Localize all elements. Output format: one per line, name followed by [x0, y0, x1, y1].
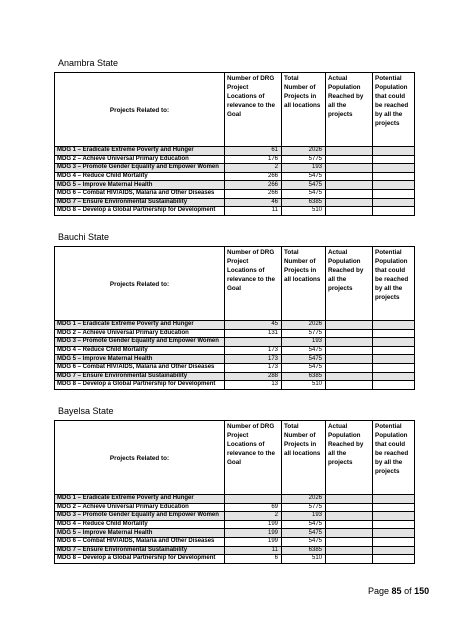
drg-locations-header: Number of DRG Project Locations of relevance to the Goal: [225, 421, 282, 495]
potential-population-cell: [373, 529, 415, 538]
drg-locations-cell: 11: [225, 207, 282, 216]
mdg-goal-cell: MDG 5 – Improve Maternal Health: [55, 529, 225, 538]
mdg-goal-cell: MDG 8 – Develop a Global Partnership for Development: [55, 207, 225, 216]
actual-population-cell: [326, 147, 373, 156]
total-projects-cell: 5775: [282, 329, 326, 338]
potential-population-cell: [373, 181, 415, 190]
drg-locations-cell: 11: [225, 546, 282, 555]
potential-population-cell: [373, 155, 415, 164]
actual-population-cell: [326, 155, 373, 164]
mdg-goal-cell: MDG 5 – Improve Maternal Health: [55, 355, 225, 364]
actual-population-cell: [326, 355, 373, 364]
page-number: 85: [391, 586, 402, 596]
potential-population-header: Potential Population that could be reached by all the projects: [373, 421, 415, 495]
page-total: 150: [414, 586, 430, 596]
potential-population-header: Potential Population that could be reached by all the projects: [373, 73, 415, 147]
drg-locations-cell: 173: [225, 355, 282, 364]
actual-population-cell: [326, 363, 373, 372]
potential-population-cell: [373, 198, 415, 207]
total-projects-header: Total Number of Projects in all locations: [282, 421, 326, 495]
potential-population-cell: [373, 172, 415, 181]
potential-population-cell: [373, 520, 415, 529]
potential-population-cell: [373, 164, 415, 173]
table-row: [55, 503, 415, 512]
mdg-goal-cell: MDG 2 – Achieve Universal Primary Education: [55, 155, 225, 164]
actual-population-cell: [326, 372, 373, 381]
total-projects-cell: 5775: [282, 503, 326, 512]
actual-population-header: Actual Population Reached by all the projects: [326, 73, 373, 147]
actual-population-cell: [326, 555, 373, 564]
table-row: [55, 537, 415, 546]
actual-population-cell: [326, 529, 373, 538]
potential-population-cell: [373, 207, 415, 216]
total-projects-cell: 193: [282, 512, 326, 521]
total-projects-header: Total Number of Projects in all locations: [282, 247, 326, 321]
total-projects-cell: 510: [282, 207, 326, 216]
actual-population-cell: [326, 503, 373, 512]
projects-related-header: Projects Related to:: [55, 73, 225, 147]
table-row: [55, 329, 415, 338]
actual-population-cell: [326, 181, 373, 190]
table-row: [55, 555, 415, 564]
anambra-section: [54, 58, 414, 216]
mdg-goal-cell: MDG 6 – Combat HIV/AIDS, Malaria and Other Diseases: [55, 363, 225, 372]
table-row: [55, 520, 415, 529]
mdg-goal-cell: MDG 6 – Combat HIV/AIDS, Malaria and Other Diseases: [55, 189, 225, 198]
table-row: [55, 546, 415, 555]
mdg-goal-cell: MDG 8 – Develop a Global Partnership for Development: [55, 555, 225, 564]
total-projects-cell: 2026: [282, 495, 326, 504]
potential-population-cell: [373, 147, 415, 156]
potential-population-cell: [373, 555, 415, 564]
mdg-goal-cell: MDG 7 – Ensure Environmental Sustainability: [55, 546, 225, 555]
mdg-goal-cell: MDG 2 – Achieve Universal Primary Education: [55, 329, 225, 338]
drg-locations-cell: [225, 338, 282, 347]
actual-population-cell: [326, 164, 373, 173]
mdg-goal-cell: MDG 1 – Eradicate Extreme Poverty and Hunger: [55, 321, 225, 330]
potential-population-cell: [373, 355, 415, 364]
mdg-goal-cell: MDG 3 – Promote Gender Equality and Empower Women: [55, 512, 225, 521]
total-projects-cell: 510: [282, 555, 326, 564]
potential-population-cell: [373, 189, 415, 198]
potential-population-cell: [373, 363, 415, 372]
table-row: [55, 338, 415, 347]
mdg-goal-cell: MDG 3 – Promote Gender Equality and Empower Women: [55, 338, 225, 347]
potential-population-cell: [373, 495, 415, 504]
actual-population-cell: [326, 537, 373, 546]
mdg-goal-cell: MDG 7 – Ensure Environmental Sustainability: [55, 372, 225, 381]
total-projects-cell: 6385: [282, 198, 326, 207]
state-title: Bayelsa State: [58, 406, 114, 416]
actual-population-cell: [326, 198, 373, 207]
actual-population-cell: [326, 189, 373, 198]
drg-locations-cell: 61: [225, 147, 282, 156]
mdg-goal-cell: MDG 7 – Ensure Environmental Sustainability: [55, 198, 225, 207]
drg-locations-cell: 13: [225, 381, 282, 390]
table-header-row: [55, 73, 415, 147]
potential-population-cell: [373, 346, 415, 355]
actual-population-cell: [326, 381, 373, 390]
actual-population-cell: [326, 321, 373, 330]
mdg-table: [54, 246, 415, 390]
drg-locations-cell: 266: [225, 181, 282, 190]
drg-locations-cell: 131: [225, 329, 282, 338]
actual-population-cell: [326, 520, 373, 529]
projects-related-header: Projects Related to:: [55, 247, 225, 321]
total-projects-cell: 6385: [282, 372, 326, 381]
mdg-goal-cell: MDG 1 – Eradicate Extreme Poverty and Hunger: [55, 147, 225, 156]
mdg-table: [54, 72, 415, 216]
potential-population-header: Potential Population that could be reached by all the projects: [373, 247, 415, 321]
total-projects-cell: 5475: [282, 520, 326, 529]
drg-locations-header: Number of DRG Project Locations of relevance to the Goal: [225, 73, 282, 147]
total-projects-cell: 5475: [282, 181, 326, 190]
potential-population-cell: [373, 381, 415, 390]
potential-population-cell: [373, 537, 415, 546]
actual-population-cell: [326, 495, 373, 504]
actual-population-cell: [326, 338, 373, 347]
actual-population-cell: [326, 329, 373, 338]
total-projects-cell: 6385: [282, 546, 326, 555]
drg-locations-header: Number of DRG Project Locations of relevance to the Goal: [225, 247, 282, 321]
bauchi-section: [54, 232, 414, 390]
table-row: [55, 172, 415, 181]
table-row: [55, 321, 415, 330]
table-header-row: [55, 247, 415, 321]
table-row: [55, 207, 415, 216]
drg-locations-cell: 6: [225, 555, 282, 564]
page-footer: [368, 586, 429, 596]
state-title: Bauchi State: [58, 232, 110, 242]
mdg-goal-cell: MDG 4 – Reduce Child Mortality: [55, 346, 225, 355]
potential-population-cell: [373, 329, 415, 338]
table-row: [55, 363, 415, 372]
mdg-goal-cell: MDG 4 – Reduce Child Mortality: [55, 172, 225, 181]
drg-locations-cell: 266: [225, 189, 282, 198]
total-projects-cell: 510: [282, 381, 326, 390]
total-projects-cell: 5475: [282, 172, 326, 181]
actual-population-cell: [326, 512, 373, 521]
drg-locations-cell: 69: [225, 503, 282, 512]
table-row: [55, 155, 415, 164]
actual-population-cell: [326, 172, 373, 181]
total-projects-cell: 5775: [282, 155, 326, 164]
bayelsa-section: [54, 406, 414, 564]
mdg-table: [54, 420, 415, 564]
mdg-goal-cell: MDG 3 – Promote Gender Equality and Empower Women: [55, 164, 225, 173]
drg-locations-cell: 2: [225, 164, 282, 173]
potential-population-cell: [373, 546, 415, 555]
table-row: [55, 512, 415, 521]
table-row: [55, 198, 415, 207]
drg-locations-cell: [225, 495, 282, 504]
actual-population-header: Actual Population Reached by all the projects: [326, 247, 373, 321]
drg-locations-cell: 46: [225, 198, 282, 207]
table-header-row: [55, 421, 415, 495]
total-projects-cell: 193: [282, 164, 326, 173]
table-row: [55, 355, 415, 364]
mdg-goal-cell: MDG 8 – Develop a Global Partnership for Development: [55, 381, 225, 390]
table-row: [55, 372, 415, 381]
total-projects-header: Total Number of Projects in all locations: [282, 73, 326, 147]
potential-population-cell: [373, 512, 415, 521]
drg-locations-cell: 173: [225, 363, 282, 372]
table-row: [55, 495, 415, 504]
table-row: [55, 181, 415, 190]
actual-population-cell: [326, 207, 373, 216]
drg-locations-cell: 173: [225, 346, 282, 355]
mdg-goal-cell: MDG 6 – Combat HIV/AIDS, Malaria and Other Diseases: [55, 537, 225, 546]
page-prefix: Page: [368, 586, 390, 596]
total-projects-cell: 5475: [282, 363, 326, 372]
state-title: Anambra State: [58, 58, 119, 68]
table-row: [55, 529, 415, 538]
drg-locations-cell: 199: [225, 529, 282, 538]
table-row: [55, 189, 415, 198]
total-projects-cell: 5475: [282, 346, 326, 355]
total-projects-cell: 5475: [282, 189, 326, 198]
mdg-goal-cell: MDG 1 – Eradicate Extreme Poverty and Hunger: [55, 495, 225, 504]
potential-population-cell: [373, 338, 415, 347]
mdg-goal-cell: MDG 4 – Reduce Child Mortality: [55, 520, 225, 529]
table-row: [55, 147, 415, 156]
total-projects-cell: 193: [282, 338, 326, 347]
total-projects-cell: 5475: [282, 529, 326, 538]
total-projects-cell: 5475: [282, 537, 326, 546]
mdg-goal-cell: MDG 5 – Improve Maternal Health: [55, 181, 225, 190]
drg-locations-cell: 266: [225, 172, 282, 181]
actual-population-cell: [326, 546, 373, 555]
page-of: of: [404, 586, 412, 596]
table-row: [55, 164, 415, 173]
potential-population-cell: [373, 372, 415, 381]
drg-locations-cell: 45: [225, 321, 282, 330]
projects-related-header: Projects Related to:: [55, 421, 225, 495]
drg-locations-cell: 176: [225, 155, 282, 164]
potential-population-cell: [373, 503, 415, 512]
drg-locations-cell: 199: [225, 520, 282, 529]
actual-population-cell: [326, 346, 373, 355]
drg-locations-cell: 199: [225, 537, 282, 546]
table-row: [55, 346, 415, 355]
drg-locations-cell: 2: [225, 512, 282, 521]
mdg-goal-cell: MDG 2 – Achieve Universal Primary Education: [55, 503, 225, 512]
total-projects-cell: 2026: [282, 147, 326, 156]
total-projects-cell: 2026: [282, 321, 326, 330]
table-row: [55, 381, 415, 390]
actual-population-header: Actual Population Reached by all the projects: [326, 421, 373, 495]
drg-locations-cell: 288: [225, 372, 282, 381]
total-projects-cell: 5475: [282, 355, 326, 364]
potential-population-cell: [373, 321, 415, 330]
